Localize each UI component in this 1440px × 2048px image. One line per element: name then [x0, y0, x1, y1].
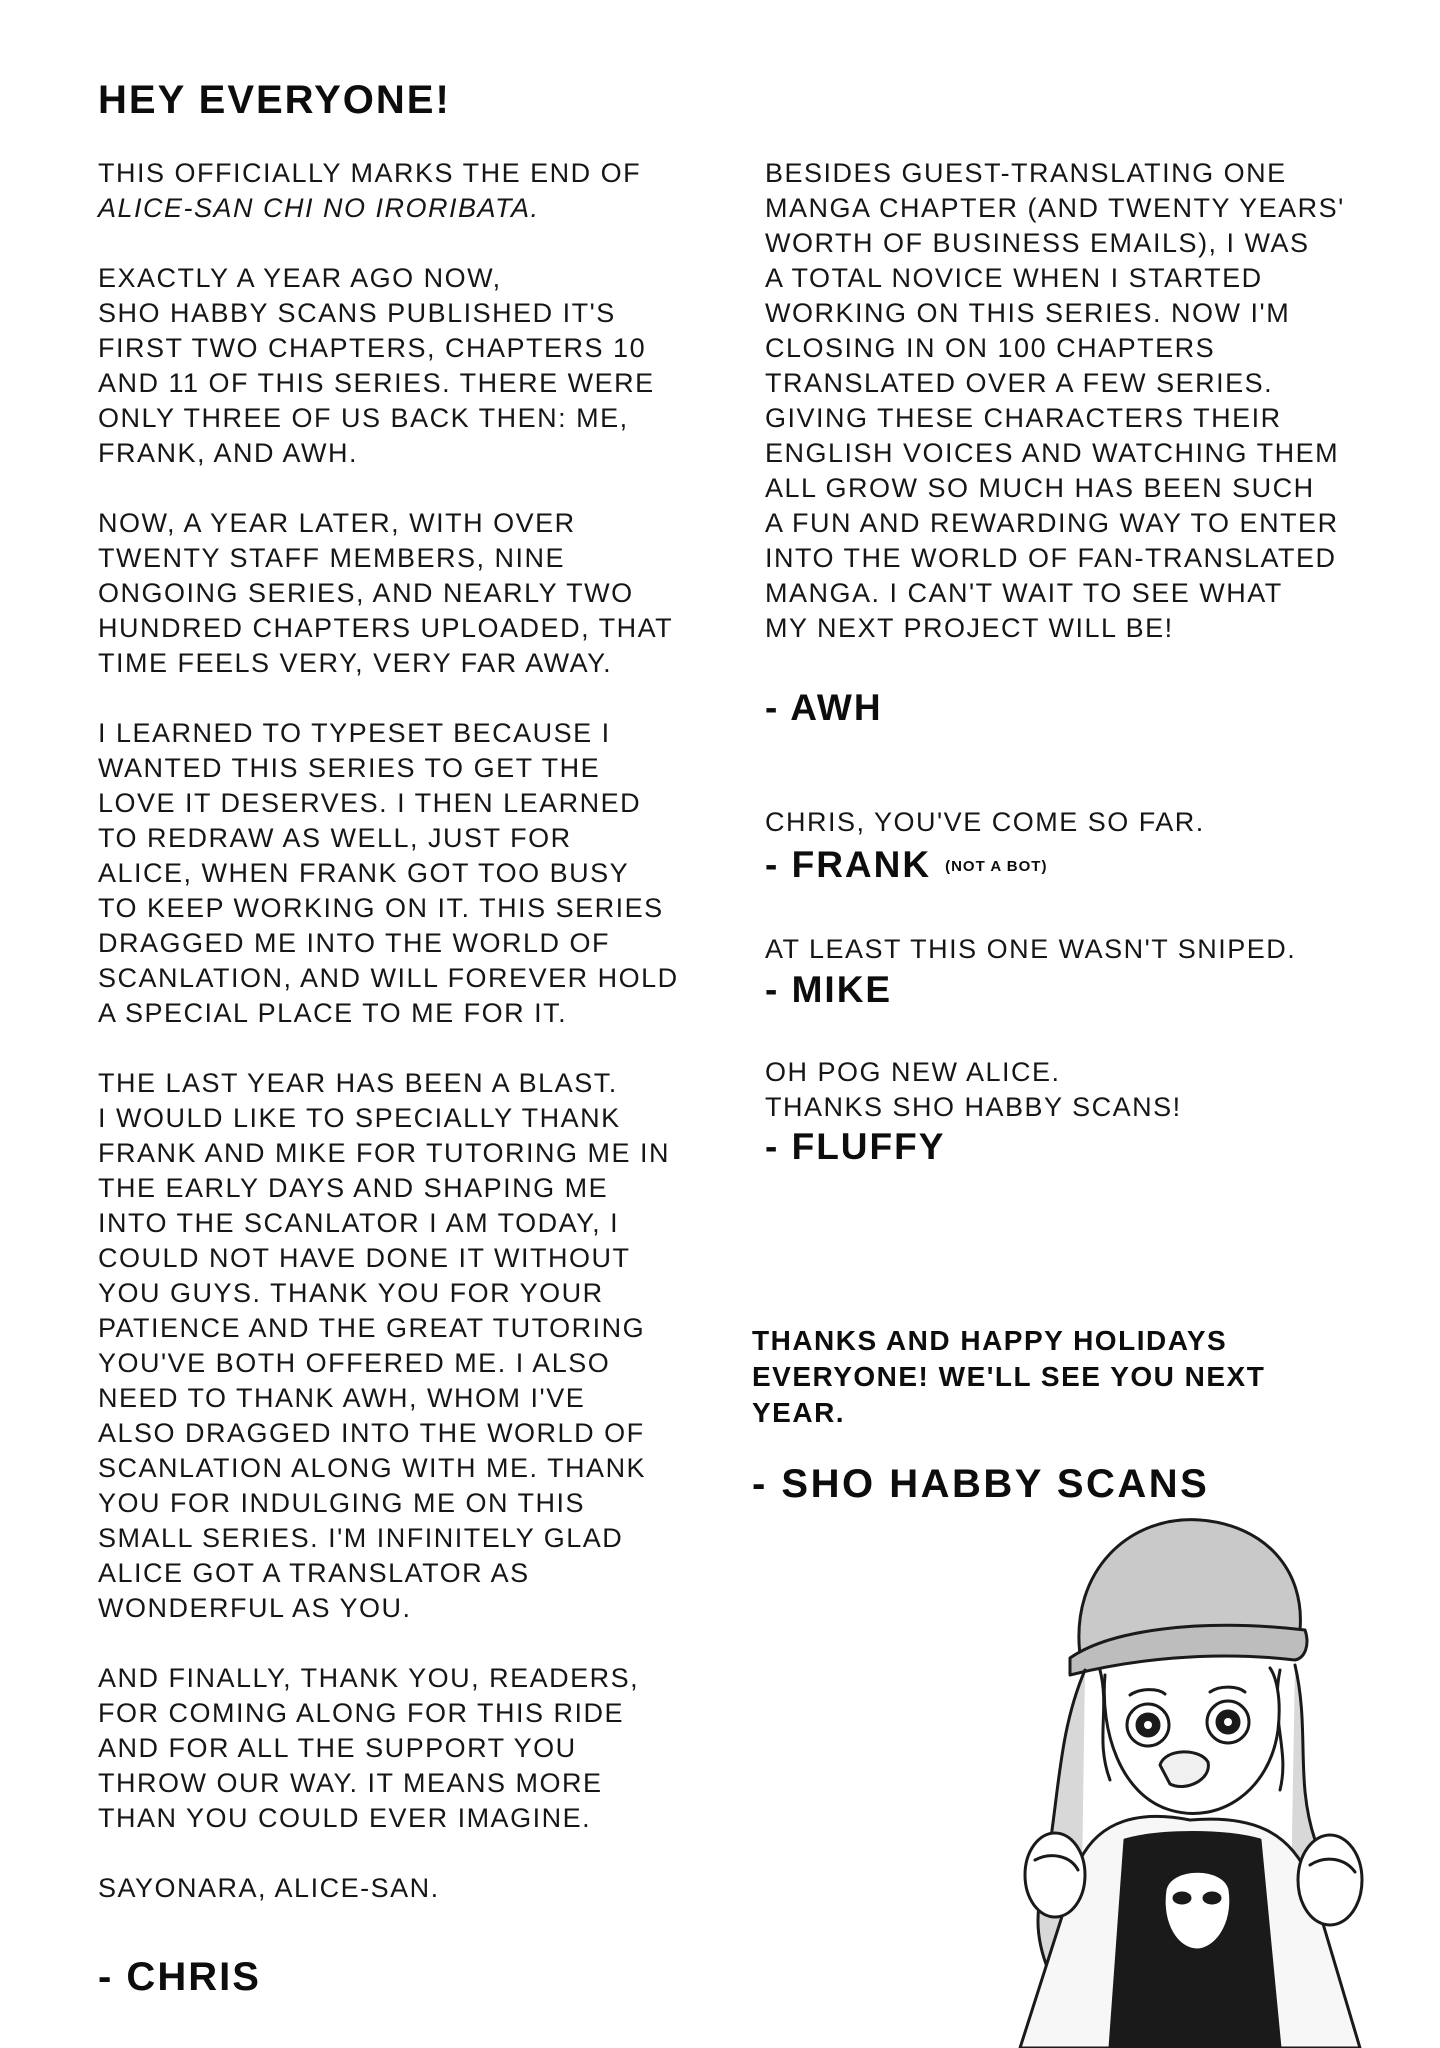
text-line: CLOSING IN ON 100 CHAPTERS — [765, 333, 1216, 363]
signature-frank-note: (NOT A BOT) — [945, 858, 1048, 875]
text-line: TO KEEP WORKING ON IT. THIS SERIES — [98, 893, 664, 923]
text-line: ENGLISH VOICES AND WATCHING THEM — [765, 438, 1340, 468]
text-line: ALICE GOT A TRANSLATOR AS — [98, 1558, 530, 1588]
text-line: LOVE IT DESERVES. I THEN LEARNED — [98, 788, 642, 818]
text-line: A FUN AND REWARDING WAY TO ENTER — [765, 508, 1339, 538]
text-line: YOU FOR INDULGING ME ON THIS — [98, 1488, 586, 1518]
signature-mike: - MIKE — [765, 969, 893, 1010]
signature-frank — [765, 843, 1047, 887]
text-line: ONLY THREE OF US BACK THEN: ME, — [98, 403, 629, 433]
text-line: INTO THE WORLD OF FAN-TRANSLATED — [765, 543, 1337, 573]
text-line: FRANK, AND AWH. — [98, 438, 359, 468]
signature-awh: - AWH — [765, 687, 883, 728]
text-line: OH POG NEW ALICE. — [765, 1057, 1061, 1087]
awh-message — [765, 156, 1365, 681]
text-line: SHO HABBY SCANS PUBLISHED IT'S — [98, 298, 616, 328]
text-line: THAN YOU COULD EVER IMAGINE. — [98, 1803, 592, 1833]
left-hand — [1025, 1833, 1085, 1917]
frank-quote: CHRIS, YOU'VE COME SO FAR. — [765, 807, 1205, 837]
right-hand — [1298, 1835, 1362, 1925]
text-line: WORTH OF BUSINESS EMAILS), I WAS — [765, 228, 1310, 258]
text-line: ALL GROW SO MUCH HAS BEEN SUCH — [765, 473, 1315, 503]
text-line: A TOTAL NOVICE WHEN I STARTED — [765, 263, 1263, 293]
text-line: COULD NOT HAVE DONE IT WITHOUT — [98, 1243, 631, 1273]
text-line: ALICE, WHEN FRANK GOT TOO BUSY — [98, 858, 630, 888]
paragraph — [98, 261, 698, 471]
text-line: ONGOING SERIES, AND NEARLY TWO — [98, 578, 634, 608]
text-line: AND 11 OF THIS SERIES. THERE WERE — [98, 368, 655, 398]
signature-fluffy: - FLUFFY — [765, 1126, 946, 1167]
text-line: THANKS AND HAPPY HOLIDAYS — [752, 1325, 1228, 1356]
text-line: TO REDRAW AS WELL, JUST FOR — [98, 823, 572, 853]
text-line: I LEARNED TO TYPESET BECAUSE I — [98, 718, 611, 748]
mike-quote: AT LEAST THIS ONE WASN'T SNIPED. — [765, 934, 1297, 964]
text-line: FOR COMING ALONG FOR THIS RIDE — [98, 1698, 625, 1728]
text-line: SCANLATION, AND WILL FOREVER HOLD — [98, 963, 679, 993]
paragraph — [765, 156, 1365, 646]
text-line: THIS OFFICIALLY MARKS THE END OF — [98, 158, 642, 188]
paragraph — [98, 716, 698, 1031]
signature-sho-habby-scans: - SHO HABBY SCANS — [752, 1462, 1210, 1506]
text-line: SAYONARA, ALICE-SAN. — [98, 1873, 440, 1903]
text-line: ALSO DRAGGED INTO THE WORLD OF — [98, 1418, 645, 1448]
right-eye-shine — [1224, 1718, 1232, 1726]
text-line: PATIENCE AND THE GREAT TUTORING — [98, 1313, 646, 1343]
chris-message — [98, 156, 698, 1941]
text-line: BESIDES GUEST-TRANSLATING ONE — [765, 158, 1287, 188]
mouth-food — [1160, 1752, 1208, 1787]
text-line: AND FINALLY, THANK YOU, READERS, — [98, 1663, 640, 1693]
text-line: INTO THE SCANLATOR I AM TODAY, I — [98, 1208, 620, 1238]
closing-message — [752, 1323, 1265, 1431]
face — [1104, 1668, 1279, 1813]
text-line: EXACTLY A YEAR AGO NOW, — [98, 263, 502, 293]
text-line: DRAGGED ME INTO THE WORLD OF — [98, 928, 611, 958]
paragraph — [98, 156, 698, 226]
text-line: MY NEXT PROJECT WILL BE! — [765, 613, 1174, 643]
text-line: I WOULD LIKE TO SPECIALLY THANK — [98, 1103, 621, 1133]
paragraph — [98, 506, 698, 681]
text-line: TRANSLATED OVER A FEW SERIES. — [765, 368, 1274, 398]
text-line: FIRST TWO CHAPTERS, CHAPTERS 10 — [98, 333, 647, 363]
text-line: WONDERFUL AS YOU. — [98, 1593, 412, 1623]
text-line: MANGA. I CAN'T WAIT TO SEE WHAT — [765, 578, 1283, 608]
paragraph — [98, 1661, 698, 1836]
text-line: SCANLATION ALONG WITH ME. THANK — [98, 1453, 647, 1483]
text-line: A SPECIAL PLACE TO ME FOR IT. — [98, 998, 568, 1028]
signature-frank-name: - FRANK — [765, 844, 932, 885]
text-line: YOU'VE BOTH OFFERED ME. I ALSO — [98, 1348, 611, 1378]
text-line: YOU GUYS. THANK YOU FOR YOUR — [98, 1278, 604, 1308]
text-line: NEED TO THANK AWH, WHOM I'VE — [98, 1383, 586, 1413]
series-title: ALICE-SAN CHI NO IRORIBATA. — [98, 193, 540, 223]
page-heading: HEY EVERYONE! — [98, 78, 451, 122]
left-eye-shine — [1144, 1721, 1152, 1729]
text-line: WORKING ON THIS SERIES. NOW I'M — [765, 298, 1291, 328]
text-line: WANTED THIS SERIES TO GET THE — [98, 753, 601, 783]
text-line: THROW OUR WAY. IT MEANS MORE — [98, 1768, 603, 1798]
text-line: NOW, A YEAR LATER, WITH OVER — [98, 508, 576, 538]
text-line: TWENTY STAFF MEMBERS, NINE — [98, 543, 566, 573]
text-line: THE EARLY DAYS AND SHAPING ME — [98, 1173, 609, 1203]
text-line: GIVING THESE CHARACTERS THEIR — [765, 403, 1282, 433]
mask-eye — [1204, 1893, 1220, 1903]
text-line: HUNDRED CHAPTERS UPLOADED, THAT — [98, 613, 674, 643]
alice-illustration — [960, 1480, 1410, 2048]
text-line: AND FOR ALL THE SUPPORT YOU — [98, 1733, 577, 1763]
paragraph — [98, 1871, 698, 1906]
text-line: MANGA CHAPTER (AND TWENTY YEARS' — [765, 193, 1345, 223]
fluffy-quote — [765, 1055, 1182, 1125]
text-line: SMALL SERIES. I'M INFINITELY GLAD — [98, 1523, 624, 1553]
mask-eye — [1174, 1893, 1190, 1903]
text-line: YEAR. — [752, 1397, 846, 1428]
text-line: THE LAST YEAR HAS BEEN A BLAST. — [98, 1068, 618, 1098]
text-line: THANKS SHO HABBY SCANS! — [765, 1092, 1182, 1122]
text-line: TIME FEELS VERY, VERY FAR AWAY. — [98, 648, 613, 678]
signature-chris: - CHRIS — [98, 1955, 261, 1999]
text-line: EVERYONE! WE'LL SEE YOU NEXT — [752, 1361, 1266, 1392]
paragraph — [98, 1066, 698, 1626]
text-line: FRANK AND MIKE FOR TUTORING ME IN — [98, 1138, 671, 1168]
